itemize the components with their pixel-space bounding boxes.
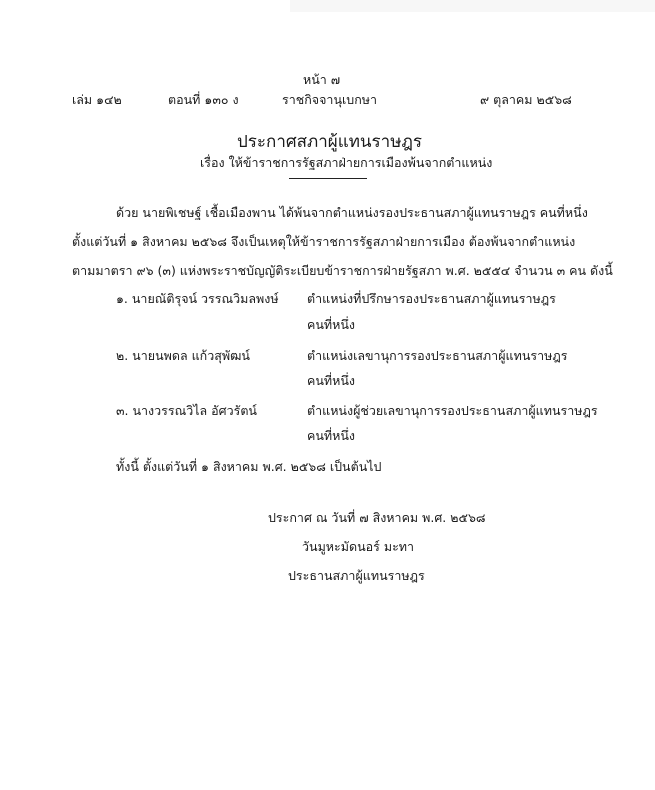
official-name: ๒. นายนพดล แก้วสุพัฒน์	[116, 348, 250, 363]
section: ตอนที่ ๑๓๐ ง	[168, 92, 239, 107]
signatory-position: ประธานสภาผู้แทนราษฎร	[288, 568, 425, 583]
announcement-date: ประกาศ ณ วันที่ ๗ สิงหาคม พ.ศ. ๒๕๖๘	[268, 510, 486, 525]
body-line-3: ตามมาตรา ๙๖ (๓) แห่งพระราชบัญญัติระเบียบข้าราชการฝ่ายรัฐสภา พ.ศ. ๒๕๕๔ จำนวน ๓ คน ดังนี้	[72, 263, 613, 278]
page-title: ประกาศสภาผู้แทนราษฎร	[237, 132, 422, 152]
official-position-cont: คนที่หนึ่ง	[307, 428, 356, 443]
top-bar	[290, 0, 655, 12]
official-position: ตำแหน่งเลขานุการรองประธานสภาผู้แทนราษฎร	[307, 348, 568, 363]
body-line-1: ด้วย นายพิเชษฐ์ เชื้อเมืองพาน ได้พ้นจากตำแหน่งรองประธานสภาผู้แทนราษฎร คนที่หนึ่ง	[116, 205, 588, 220]
page-number: หน้า ๗	[303, 72, 341, 87]
official-position-cont: คนที่หนึ่ง	[307, 373, 356, 388]
official-position: ตำแหน่งที่ปรึกษารองประธานสภาผู้แทนราษฎร	[307, 291, 556, 306]
body-line-2: ตั้งแต่วันที่ ๑ สิงหาคม ๒๕๖๘ จึงเป็นเหตุให้ข้าราชการรัฐสภาฝ่ายการเมือง ต้องพ้นจากตำแหน่ง	[72, 234, 576, 249]
official-name: ๑. นายณัติรุจน์ วรรณวิมลพงษ์	[116, 291, 279, 306]
official-position: ตำแหน่งผู้ช่วยเลขานุการรองประธานสภาผู้แทนราษฎร	[307, 403, 598, 418]
effective-date: ทั้งนี้ ตั้งแต่วันที่ ๑ สิงหาคม พ.ศ. ๒๕๖๘ เป็นต้นไป	[116, 459, 382, 474]
official-position-cont: คนที่หนึ่ง	[307, 317, 356, 332]
separator-line	[289, 178, 367, 179]
volume: เล่ม ๑๔๒	[72, 92, 122, 107]
gazette-name: ราชกิจจานุเบกษา	[282, 92, 378, 107]
signatory-name: วันมูหะมัดนอร์ มะทา	[302, 539, 415, 554]
official-name: ๓. นางวรรณวิไล อัศวรัตน์	[116, 403, 257, 418]
gazette-date: ๙ ตุลาคม ๒๕๖๘	[480, 92, 572, 107]
subject-line: เรื่อง ให้ข้าราชการรัฐสภาฝ่ายการเมืองพ้นจากตำแหน่ง	[200, 155, 493, 170]
